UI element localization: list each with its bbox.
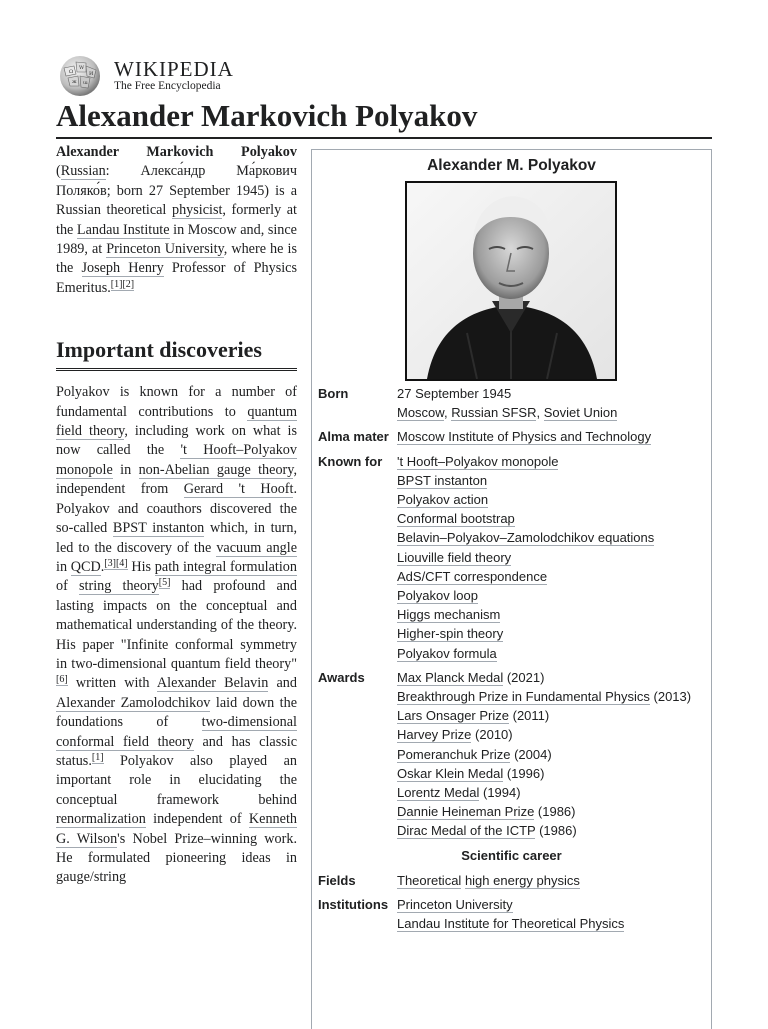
text: , independent from (56, 461, 297, 498)
svg-text:ա: ա (83, 80, 88, 86)
citation (104, 558, 127, 570)
infobox-row-fields (312, 871, 711, 890)
page-title: Alexander Markovich Polyakov (56, 96, 712, 139)
text: written with (67, 675, 157, 692)
citation-link-1[interactable]: [1] (110, 278, 123, 290)
text: , (443, 405, 452, 421)
award-link[interactable]: Breakthrough Prize in Fundamental Physics (397, 689, 650, 705)
wordmark[interactable] (114, 58, 234, 93)
text: 's Nobel Prize–winning work. He formulated pioneering ideas in gauge/string (56, 830, 298, 886)
award-link[interactable]: Max Planck Medal (397, 669, 504, 685)
award-year: (1986) (535, 823, 577, 839)
link-high-energy-physics[interactable]: high energy physics (464, 872, 580, 888)
link-kenneth-wilson[interactable]: Kenneth G. Wilson (56, 811, 297, 847)
link-quantum-field-theory[interactable]: quantum field theory (56, 403, 297, 440)
link-alexander-belavin[interactable]: Alexander Belavin (156, 675, 269, 692)
award-link[interactable]: Lorentz Medal (397, 785, 480, 801)
link-soviet-union[interactable]: Soviet Union (543, 405, 618, 421)
citation-link-5[interactable]: [5] (158, 577, 171, 589)
known-for-link[interactable]: Polyakov formula (397, 645, 497, 661)
label-fields: Fields (318, 872, 356, 888)
award-year: (2010) (471, 727, 513, 743)
citation (92, 752, 104, 764)
label-awards: Awards (318, 669, 365, 685)
infobox-row-alma-mater (312, 427, 711, 446)
award-year: (1996) (503, 765, 545, 781)
link-theoretical-physics[interactable]: Theoretical (397, 872, 462, 888)
citation-link-1b[interactable]: [1] (91, 751, 104, 763)
discoveries-paragraph (56, 383, 297, 888)
text: , (536, 405, 544, 421)
link-moscow[interactable]: Moscow (397, 405, 444, 421)
citation-link-3[interactable]: [3] (104, 557, 116, 569)
citation (56, 674, 68, 686)
link-princeton-university[interactable]: Princeton University (106, 241, 224, 258)
infobox-row-known-for (312, 452, 711, 663)
award-link[interactable]: Dannie Heineman Prize (397, 804, 535, 820)
section-heading-important-discoveries: Important discoveries (56, 336, 297, 371)
link-joseph-henry[interactable]: Joseph Henry (81, 260, 164, 277)
link-string-theory[interactable]: string theory (79, 578, 159, 595)
award-item (397, 687, 707, 706)
value-known-for (397, 452, 711, 663)
svg-text:Ω: Ω (69, 69, 74, 75)
born-date: 27 September 1945 (397, 386, 512, 401)
award-year: (1994) (479, 785, 521, 801)
value-alma-mater (397, 427, 711, 446)
label-alma-mater: Alma mater (318, 429, 389, 445)
born-place (397, 403, 707, 422)
portrait-image (407, 183, 615, 379)
link-qcd[interactable]: QCD (70, 558, 101, 575)
known-for-link[interactable]: Polyakov action (397, 492, 489, 508)
label-born: Born (318, 386, 349, 401)
award-item (397, 821, 707, 840)
award-item (397, 745, 707, 764)
text: and has classic status. (56, 733, 297, 769)
award-item (397, 802, 707, 821)
text: in (56, 558, 71, 575)
known-for-link[interactable]: Liouville field theory (397, 549, 512, 565)
intro-paragraph (56, 143, 297, 298)
citation (111, 279, 134, 291)
wikipedia-globe-icon[interactable] (56, 54, 104, 98)
award-link[interactable]: Dirac Medal of the ICTP (397, 823, 536, 839)
value-born (397, 384, 711, 422)
award-link[interactable]: Lars Onsager Prize (397, 708, 509, 724)
link-two-dimensional-cft[interactable]: two-dimensional conformal field theory (56, 714, 297, 750)
infobox-row-institutions (312, 895, 711, 933)
known-for-link[interactable]: Higgs mechanism (397, 607, 501, 623)
known-for-link[interactable]: 't Hooft–Polyakov monopole (397, 453, 559, 469)
link-vacuum-angle[interactable]: vacuum angle (216, 539, 297, 556)
citation-link-6[interactable]: [6] (56, 674, 68, 686)
award-item (397, 764, 707, 783)
award-year: (1986) (534, 804, 576, 820)
text: : Алекса́ндр Ма́ркович Поляко́в; born 27 September 1945) is a Russian theoretical (56, 163, 297, 219)
award-year: (2004) (510, 746, 552, 762)
award-link[interactable]: Oskar Klein Medal (397, 765, 504, 781)
link-renormalization[interactable]: renormalization (56, 811, 146, 828)
institution-link[interactable]: Landau Institute for Theoretical Physics (397, 916, 625, 932)
award-item (397, 668, 707, 687)
text: laid down the foundations of (56, 694, 297, 731)
svg-text:ж: ж (72, 79, 77, 85)
award-item (397, 783, 707, 802)
article-body (56, 143, 297, 888)
value-fields (397, 871, 711, 890)
text: , including work on what is now called the (56, 423, 298, 459)
infobox (311, 149, 712, 1029)
citation (159, 577, 171, 589)
text: . (100, 558, 105, 575)
text: which, in turn, led to the discovery of the (56, 520, 297, 556)
award-item (397, 706, 707, 725)
text: had profound and lasting impacts on the conceptual and mathematical understanding of the theory. His paper "Infinite conformal symmetry in two-dimensional quantum field theory" (56, 578, 298, 672)
text: . Polyakov and coauthors discovered the so-called (56, 481, 298, 537)
citation-link-2[interactable]: [2] (122, 278, 135, 290)
award-year: (2013) (649, 689, 692, 705)
text: , formerly at the (56, 202, 297, 238)
known-for-link[interactable]: Higher-spin theory (397, 626, 504, 642)
infobox-row-born (312, 384, 711, 422)
known-for-link[interactable]: Polyakov loop (397, 588, 478, 604)
label-institutions: Institutions (318, 897, 389, 913)
svg-text:W: W (79, 65, 85, 71)
text: independent of (145, 811, 249, 828)
infobox-title: Alexander M. Polyakov (427, 157, 596, 174)
text: Professor of Physics Emeritus. (56, 260, 297, 296)
link-physicist[interactable]: physicist (171, 202, 223, 219)
award-link[interactable]: Pomeranchuk Prize (397, 746, 511, 762)
text: Polyakov also played an important role in elucidating the conceptual framework behind (56, 752, 297, 808)
institution-link[interactable]: Princeton University (397, 897, 513, 913)
link-russian-language[interactable]: Russian (60, 163, 106, 180)
wordmark-title: WIKIPEDIA (114, 57, 234, 81)
text: and (268, 675, 297, 692)
text: in (112, 461, 139, 478)
label-known-for: Known for (318, 453, 383, 469)
subject-name: Alexander Markovich Polyakov (56, 144, 297, 160)
value-institutions (397, 895, 711, 933)
link-bpst-instanton[interactable]: BPST instanton (112, 520, 205, 537)
award-year: (2021) (503, 669, 545, 685)
award-item (397, 725, 707, 744)
citation-link-4[interactable]: [4] (115, 557, 128, 569)
link-mipt[interactable]: Moscow Institute of Physics and Technology (397, 429, 652, 445)
text: His (127, 558, 155, 575)
infobox-rows (312, 384, 711, 938)
known-for-link[interactable]: AdS/CFT correspondence (397, 568, 548, 584)
link-gerard-thooft[interactable]: Gerard 't Hooft (183, 481, 294, 498)
portrait-photo[interactable] (405, 181, 617, 381)
text: ( (56, 163, 61, 180)
infobox-row-awards (312, 668, 711, 841)
text: of (56, 578, 80, 595)
text: Polyakov is known for a number of fundamental contributions to (56, 384, 297, 420)
link-thooft-polyakov-monopole[interactable]: 't Hooft–Polyakov monopole (56, 442, 297, 478)
wordmark-subtitle: The Free Encyclopedia (114, 80, 221, 92)
link-russian-sfsr[interactable]: Russian SFSR (451, 405, 537, 421)
known-for-link[interactable]: Conformal bootstrap (397, 511, 515, 527)
link-landau-institute[interactable]: Landau Institute (76, 221, 170, 238)
known-for-link[interactable]: BPST instanton (397, 472, 488, 488)
link-path-integral-formulation[interactable]: path integral formulation (154, 558, 297, 575)
award-link[interactable]: Harvey Prize (397, 727, 472, 743)
svg-text:И: И (89, 71, 94, 77)
link-alexander-zamolodchikov[interactable]: Alexander Zamolodchikov (56, 694, 211, 711)
text: in Moscow and, since 1989, at (56, 221, 297, 258)
scientific-career-header: Scientific career (461, 847, 562, 863)
link-non-abelian-gauge-theory[interactable]: non-Abelian gauge theory (138, 461, 294, 478)
known-for-link[interactable]: Belavin–Polyakov–Zamolodchikov equations (397, 530, 655, 546)
award-year: (2011) (509, 708, 550, 724)
text: , where he is the (56, 241, 297, 277)
value-awards (397, 668, 711, 841)
